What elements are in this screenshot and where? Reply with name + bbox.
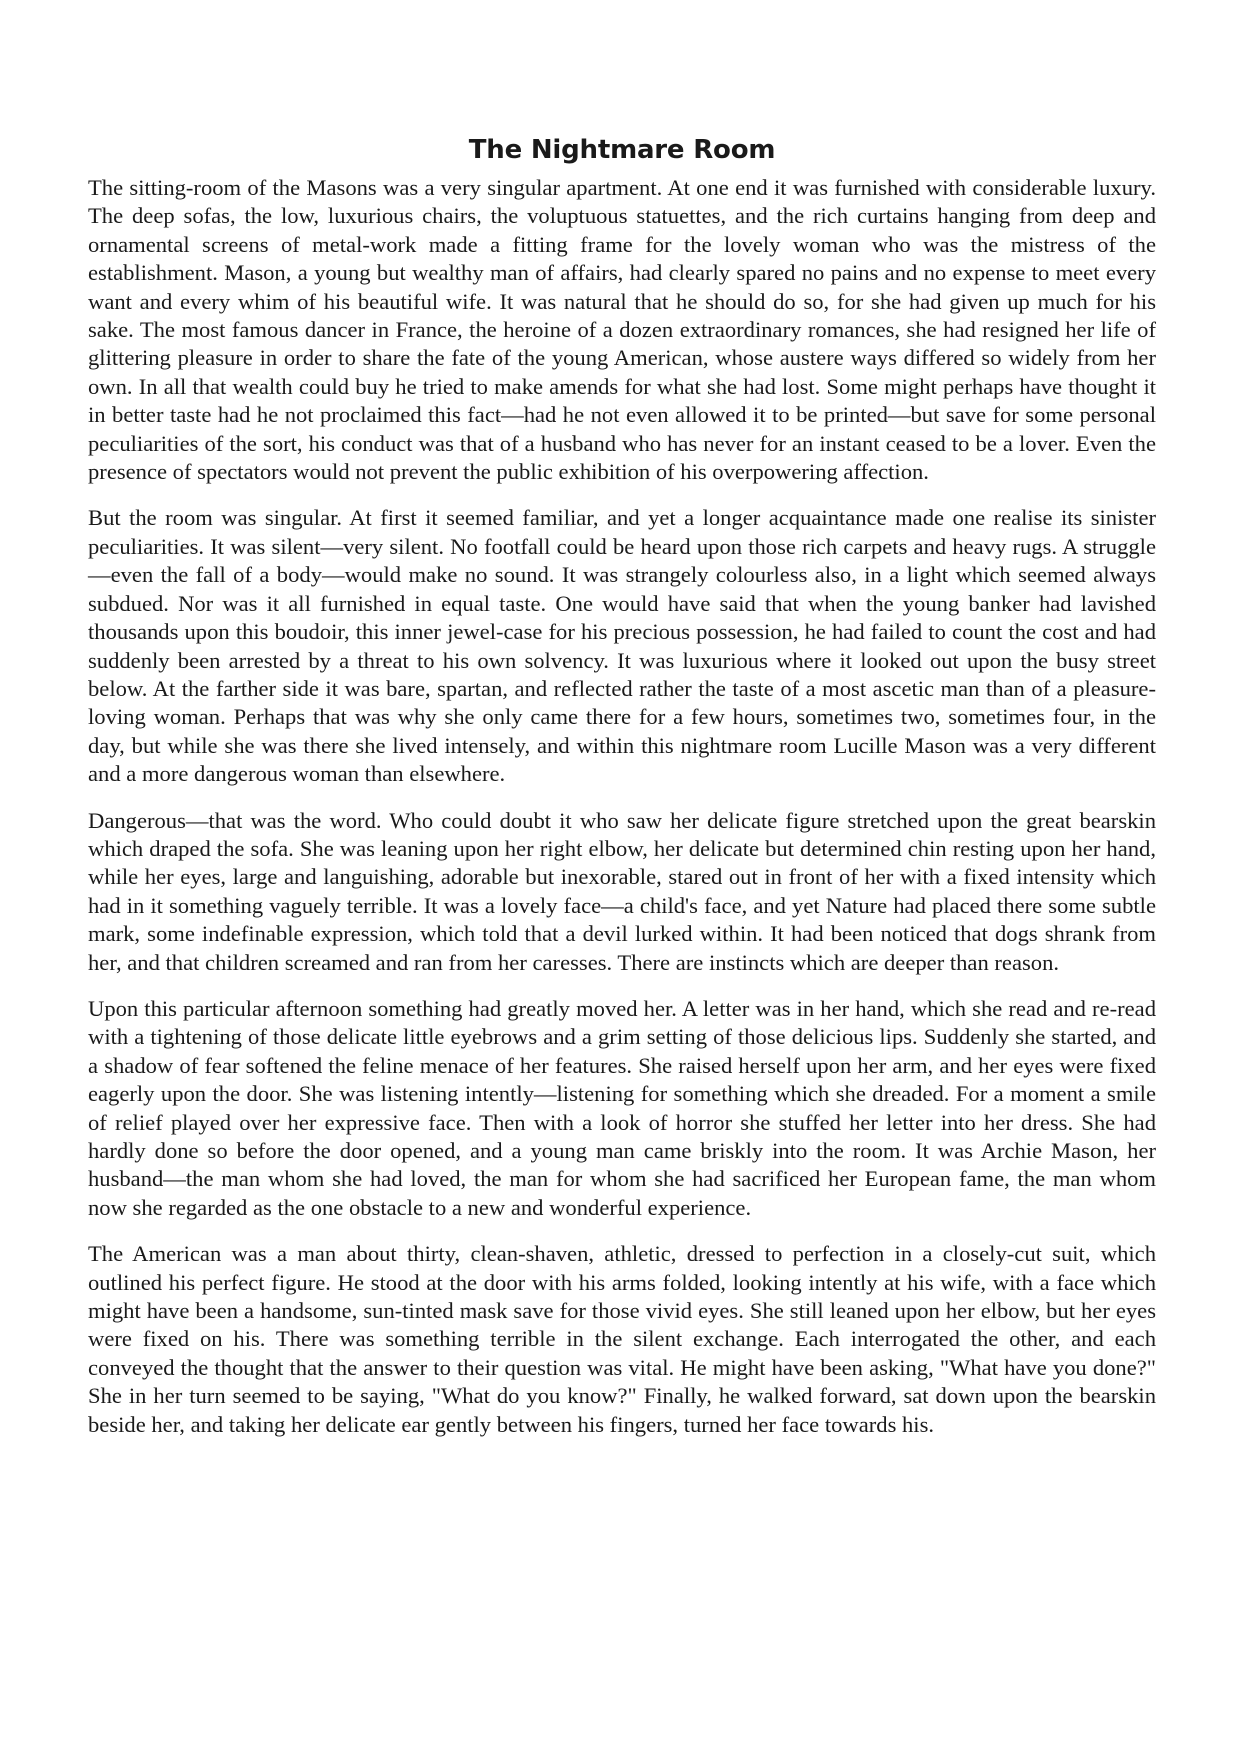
document-title: The Nightmare Room bbox=[468, 135, 776, 165]
paragraph-3: Dangerous—that was the word. Who could doubt it who saw her delicate figure stretched upon the great bearskin which draped the sofa. She was leaning upon her right elbow, her delicate but determined chin resting upon her hand, while her eyes, large and languishing, adorable but inexorable, stared out in front of her with a fixed intensity which had in it something vaguely terrible. It was a lovely face—a child's face, and yet Nature had placed there some subtle mark, some indefinable expression, which told that a devil lurked within. It had been noticed that dogs shrank from her, and that children screamed and ran from her caresses. There are instincts which are deeper than reason. bbox=[88, 807, 1156, 975]
document-page bbox=[88, 134, 1156, 1457]
paragraph-5: The American was a man about thirty, clean-shaven, athletic, dressed to perfection in a closely-cut suit, which outlined his perfect figure. He stood at the door with his arms folded, looking intently at his wife, with a face which might have been a handsome, sun-tinted mask save for those vivid eyes. She still leaned upon her elbow, but her eyes were fixed on his. There was something terrible in the silent exchange. Each interrogated the other, and each conveyed the thought that the answer to their question was vital. He might have been asking, "What have you done?" She in her turn seemed to be saying, "What do you know?" Finally, he walked forward, sat down upon the bearskin beside her, and taking her delicate ear gently between his fingers, turned her face towards his. bbox=[88, 1241, 1156, 1437]
paragraph-2: But the room was singular. At first it seemed familiar, and yet a longer acquaintance made one realise its sinister peculiarities. It was silent—very silent. No footfall could be heard upon those rich carpets and heavy rugs. A struggle—even the fall of a body—would make no sound. It was strangely colourless also, in a light which seemed always subdued. Nor was it all furnished in equal taste. One would have said that when the young banker had lavished thousands upon this boudoir, this inner jewel-case for his precious possession, he had failed to count the cost and had suddenly been arrested by a threat to his own solvency. It was luxurious where it looked out upon the busy street below. At the farther side it was bare, spartan, and reflected rather the taste of a most ascetic man than of a pleasure-loving woman. Perhaps that was why she only came there for a few hours, sometimes two, sometimes four, in the day, but while she was there she lived intensely, and within this nightmare room Lucille Mason was a very different and a more dangerous woman than elsewhere. bbox=[88, 505, 1156, 787]
paragraph-4: Upon this particular afternoon something had greatly moved her. A letter was in her hand, which she read and re-read with a tightening of those delicate little eyebrows and a grim setting of those delicious lips. Suddenly she started, and a shadow of fear softened the feline menace of her features. She raised herself upon her arm, and her eyes were fixed eagerly upon the door. She was listening intently—listening for something which she dreaded. For a moment a smile of relief played over her expressive face. Then with a look of horror she stuffed her letter into her dress. She had hardly done so before the door opened, and a young man came briskly into the room. It was Archie Mason, her husband—the man whom she had loved, the man for whom she had sacrificed her European fame, the man whom now she regarded as the one obstacle to a new and wonderful experience. bbox=[88, 995, 1156, 1220]
paragraph-1: The sitting-room of the Masons was a very singular apartment. At one end it was furnished with considerable luxury. The deep sofas, the low, luxurious chairs, the voluptuous statuettes, and the rich curtains hanging from deep and ornamental screens of metal-work made a fitting frame for the lovely woman who was the mistress of the establishment. Mason, a young but wealthy man of affairs, had clearly spared no pains and no expense to meet every want and every whim of his beautiful wife. It was natural that he should do so, for she had given up much for his sake. The most famous dancer in France, the heroine of a dozen extraordinary romances, she had resigned her life of glittering pleasure in order to share the fate of the young American, whose austere ways differed so widely from her own. In all that wealth could buy he tried to make amends for what she had lost. Some might perhaps have thought it in better taste had he not proclaimed this fact—had he not even allowed it to be printed—but save for some personal peculiarities of the sort, his conduct was that of a husband who has never for an instant ceased to be a lover. Even the presence of spectators would not prevent the public exhibition of his overpowering affection. bbox=[88, 175, 1156, 485]
